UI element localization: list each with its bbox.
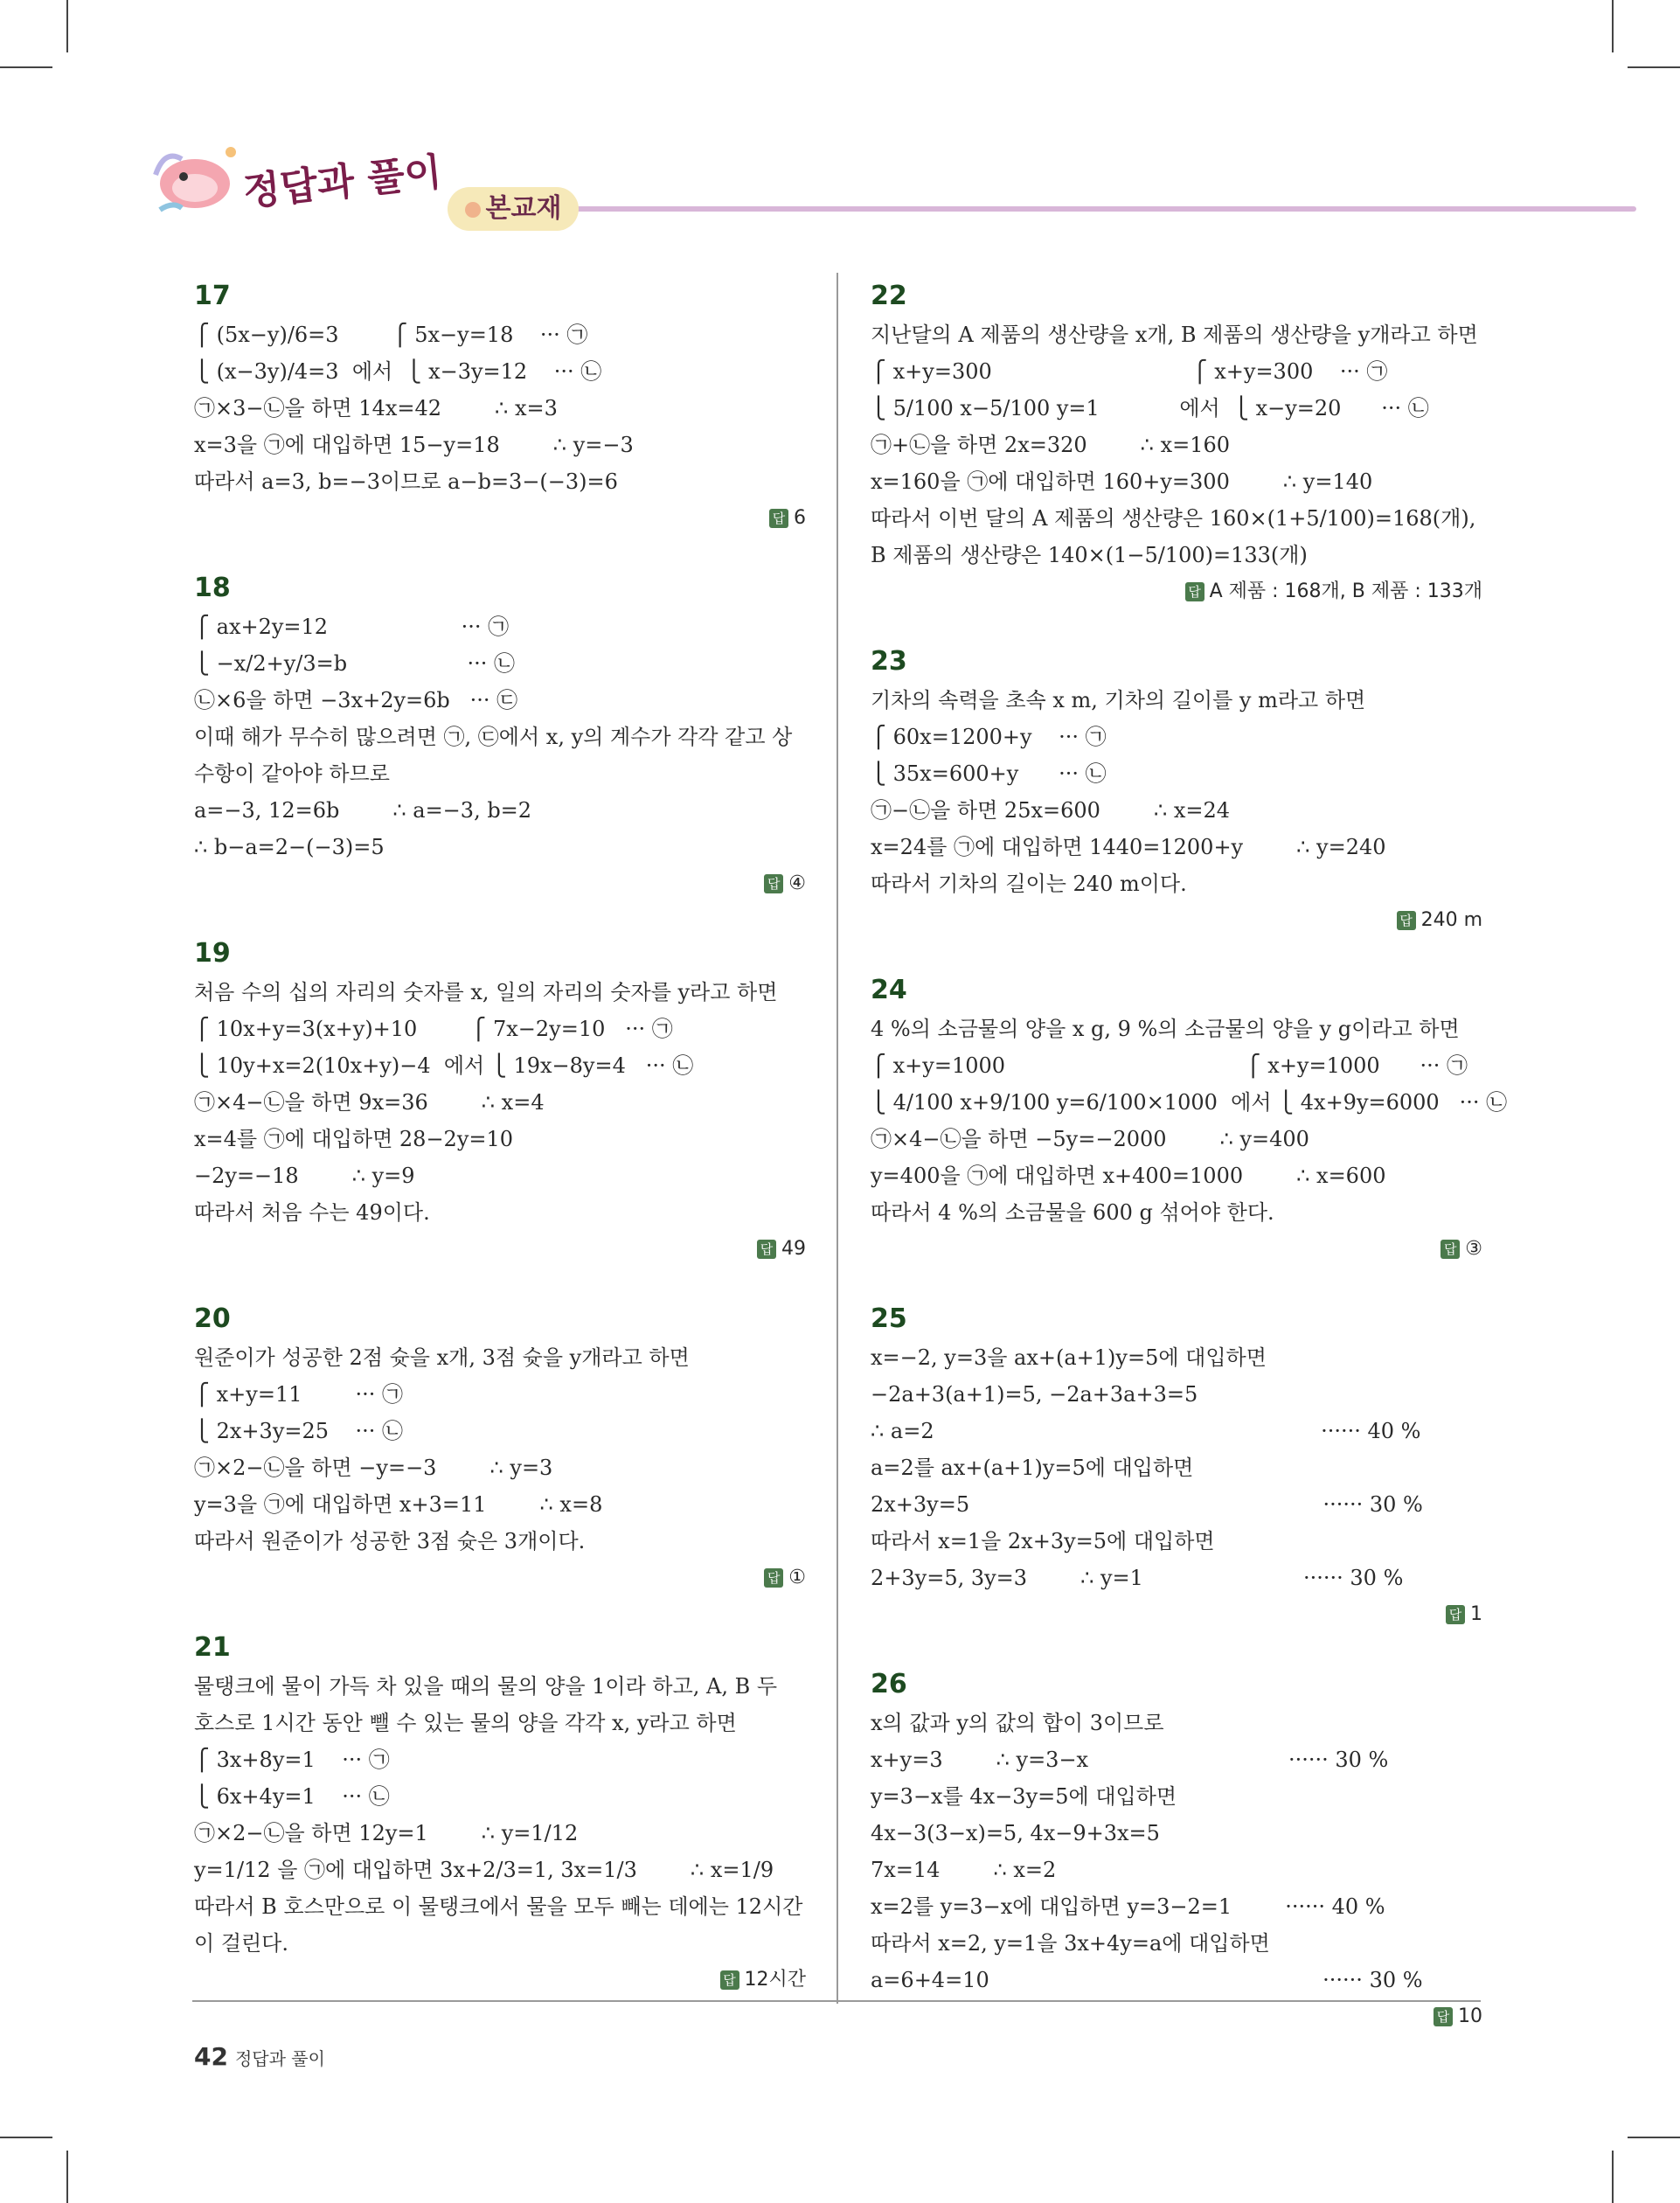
solution-line: ⎩ 6x+4y=1 ··· ㉡ bbox=[194, 1784, 390, 1809]
answer-line bbox=[871, 902, 1482, 939]
solution-line: ㉠+㉡을 하면 2x=320 ∴ x=160 bbox=[871, 433, 1231, 457]
solution-line: 2+3y=5, 3y=3 ∴ y=1 ······ 30 % bbox=[871, 1566, 1404, 1590]
solution-line: x=2를 y=3−x에 대입하면 y=3−2=1 ······ 40 % bbox=[871, 1894, 1385, 1919]
solution-line: 2x+3y=5 ······ 30 % bbox=[871, 1492, 1423, 1517]
solution-line: 원준이가 성공한 2점 슛을 x개, 3점 슛을 y개라고 하면 bbox=[194, 1345, 690, 1370]
solution-line: 4 %의 소금물의 양을 x g, 9 %의 소금물의 양을 y g이라고 하면 bbox=[871, 1017, 1460, 1041]
answer-line bbox=[194, 1560, 806, 1596]
solution-line: 따라서 기차의 길이는 240 m이다. bbox=[871, 872, 1187, 896]
problem-number: 25 bbox=[871, 1303, 907, 1334]
solution-line: ⎧ 10x+y=3(x+y)+10 ⎧ 7x−2y=10 ··· ㉠ bbox=[194, 1017, 673, 1041]
answer-line bbox=[194, 1231, 806, 1268]
answer-line bbox=[194, 1962, 806, 1998]
crop-mark bbox=[0, 2137, 52, 2138]
solution-line: ⎧ x+y=1000 ⎧ x+y=1000 ··· ㉠ bbox=[871, 1053, 1468, 1078]
answer-line bbox=[194, 865, 806, 902]
mascot-icon bbox=[147, 140, 243, 219]
solution-line: y=1/12 을 ㉠에 대입하면 3x+2/3=1, 3x=1/3 ∴ x=1/9 bbox=[194, 1858, 774, 1882]
solution-line: x=24를 ㉠에 대입하면 1440=1200+y ∴ y=240 bbox=[871, 835, 1386, 859]
solution-line: x=160을 ㉠에 대입하면 160+y=300 ∴ y=140 bbox=[871, 469, 1373, 494]
solution-line: ㉠−㉡을 하면 25x=600 ∴ x=24 bbox=[871, 798, 1231, 823]
answer-value: 12시간 bbox=[744, 1969, 806, 1991]
header-title: 정답과 풀이 bbox=[240, 149, 444, 215]
solution-line: ㉠×4−㉡을 하면 9x=36 ∴ x=4 bbox=[194, 1090, 545, 1115]
solution-line: ∴ a=2 ······ 40 % bbox=[871, 1419, 1421, 1443]
problem-number: 17 bbox=[194, 281, 231, 311]
solution-line: 물탱크에 물이 가득 차 있을 때의 물의 양을 1이라 하고, A, B 두 bbox=[194, 1674, 778, 1699]
solution-line: ⎩ 2x+3y=25 ··· ㉡ bbox=[194, 1419, 404, 1443]
left-column bbox=[194, 276, 806, 2030]
problem-21 bbox=[194, 1628, 806, 1998]
problem-17 bbox=[194, 276, 806, 537]
solution-line: ⎩ 4/100 x+9/100 y=6/100×1000 에서 ⎩ 4x+9y=6000 ··· ㉡ bbox=[871, 1090, 1508, 1115]
solution-line: 기차의 속력을 초속 x m, 기차의 길이를 y m라고 하면 bbox=[871, 688, 1366, 712]
answer-value: ③ bbox=[1465, 1238, 1482, 1260]
solution-line: 따라서 처음 수는 49이다. bbox=[194, 1200, 430, 1225]
solution-line: x의 값과 y의 값의 합이 3이므로 bbox=[871, 1711, 1164, 1735]
answer-mark-icon: 답 bbox=[720, 1970, 739, 1990]
answer-mark-icon: 답 bbox=[1185, 582, 1204, 601]
page-footer bbox=[194, 2042, 325, 2071]
solution-line: a=6+4=10 ······ 30 % bbox=[871, 1968, 1423, 1992]
answer-value: ④ bbox=[788, 872, 806, 894]
solution-line: y=3−x를 4x−3y=5에 대입하면 bbox=[871, 1784, 1177, 1809]
problem-number: 21 bbox=[194, 1632, 231, 1663]
solution-line: 7x=14 ∴ x=2 bbox=[871, 1858, 1057, 1882]
solution-line: ∴ b−a=2−(−3)=5 bbox=[194, 835, 385, 859]
column-divider bbox=[837, 273, 838, 2004]
solution-line: −2a+3(a+1)=5, −2a+3a+3=5 bbox=[871, 1382, 1198, 1407]
answer-value: 6 bbox=[794, 507, 806, 529]
solution-line: 호스로 1시간 동안 뺄 수 있는 물의 양을 각각 x, y라고 하면 bbox=[194, 1711, 737, 1735]
problem-number: 18 bbox=[194, 573, 231, 603]
crop-mark bbox=[1612, 0, 1614, 52]
solution-line: 따라서 a=3, b=−3이므로 a−b=3−(−3)=6 bbox=[194, 469, 618, 494]
solution-line: y=400을 ㉠에 대입하면 x+400=1000 ∴ x=600 bbox=[871, 1164, 1386, 1188]
solution-line: ⎩ 5/100 x−5/100 y=1 에서 ⎩ x−y=20 ··· ㉡ bbox=[871, 396, 1429, 420]
problem-22 bbox=[871, 276, 1482, 610]
problem-18 bbox=[194, 568, 806, 902]
answer-mark-icon: 답 bbox=[757, 1240, 776, 1259]
header-badge-label: 본교재 bbox=[485, 193, 562, 224]
solution-line: ㉠×3−㉡을 하면 14x=42 ∴ x=3 bbox=[194, 396, 558, 420]
solution-line: ⎧ (5x−y)/6=3 ⎧ 5x−y=18 ··· ㉠ bbox=[194, 323, 588, 347]
answer-mark-icon: 답 bbox=[764, 874, 783, 893]
problem-24 bbox=[871, 970, 1508, 1268]
solution-line: ⎩ −x/2+y/3=b ··· ㉡ bbox=[194, 651, 515, 676]
problem-number: 22 bbox=[871, 281, 907, 311]
solution-line: 따라서 B 호스만으로 이 물탱크에서 물을 모두 빼는 데에는 12시간 bbox=[194, 1894, 803, 1919]
solution-line: ⎧ ax+2y=12 ··· ㉠ bbox=[194, 615, 510, 639]
solution-line: ㉠×2−㉡을 하면 12y=1 ∴ y=1/12 bbox=[194, 1821, 579, 1845]
solution-line: ㉠×4−㉡을 하면 −5y=−2000 ∴ y=400 bbox=[871, 1127, 1309, 1151]
right-column bbox=[871, 276, 1508, 2067]
solution-line: ⎧ x+y=300 ⎧ x+y=300 ··· ㉠ bbox=[871, 359, 1388, 384]
solution-line: 처음 수의 십의 자리의 숫자를 x, 일의 자리의 숫자를 y라고 하면 bbox=[194, 980, 778, 1004]
page-number: 42 bbox=[194, 2042, 228, 2071]
solution-line: B 제품의 생산량은 140×(1−5/100)=133(개) bbox=[871, 543, 1308, 567]
answer-value: 1 bbox=[1470, 1603, 1482, 1625]
solution-line: x=4를 ㉠에 대입하면 28−2y=10 bbox=[194, 1127, 514, 1151]
crop-mark bbox=[1628, 66, 1680, 68]
solution-line: 따라서 원준이가 성공한 3점 슛은 3개이다. bbox=[194, 1529, 586, 1553]
badge-dot-icon bbox=[465, 202, 481, 218]
problem-25 bbox=[871, 1299, 1482, 1633]
solution-line: ⎩ 10y+x=2(10x+y)−4 에서 ⎩ 19x−8y=4 ··· ㉡ bbox=[194, 1053, 694, 1078]
solution-line: ⎧ 3x+8y=1 ··· ㉠ bbox=[194, 1748, 390, 1772]
answer-line bbox=[194, 500, 806, 537]
answer-value: 49 bbox=[781, 1238, 806, 1260]
solution-line: 따라서 x=2, y=1을 3x+4y=a에 대입하면 bbox=[871, 1931, 1270, 1956]
solution-line: ⎩ 35x=600+y ··· ㉡ bbox=[871, 761, 1107, 786]
answer-value: ① bbox=[788, 1567, 806, 1588]
solution-line: 따라서 4 %의 소금물을 600 g 섞어야 한다. bbox=[871, 1200, 1274, 1225]
problem-20 bbox=[194, 1299, 806, 1596]
answer-value: A 제품 : 168개, B 제품 : 133개 bbox=[1209, 580, 1482, 602]
solution-line: ㉡×6을 하면 −3x+2y=6b ··· ㉢ bbox=[194, 688, 518, 712]
header-divider bbox=[489, 206, 1636, 212]
answer-line bbox=[871, 1998, 1482, 2035]
solution-line: x=−2, y=3을 ax+(a+1)y=5에 대입하면 bbox=[871, 1345, 1267, 1370]
solution-line: 이 걸린다. bbox=[194, 1931, 288, 1956]
problem-number: 20 bbox=[194, 1303, 231, 1334]
crop-mark bbox=[1612, 2151, 1614, 2203]
solution-line: 이때 해가 무수히 많으려면 ㉠, ㉢에서 x, y의 계수가 각각 같고 상 bbox=[194, 725, 793, 749]
solution-line: x+y=3 ∴ y=3−x ······ 30 % bbox=[871, 1748, 1389, 1772]
solution-line: 따라서 이번 달의 A 제품의 생산량은 160×(1+5/100)=168(개), bbox=[871, 506, 1476, 531]
solution-line: a=2를 ax+(a+1)y=5에 대입하면 bbox=[871, 1456, 1194, 1480]
solution-line: ㉠×2−㉡을 하면 −y=−3 ∴ y=3 bbox=[194, 1456, 553, 1480]
solution-line: a=−3, 12=6b ∴ a=−3, b=2 bbox=[194, 798, 532, 823]
crop-mark bbox=[1628, 2137, 1680, 2138]
problem-number: 23 bbox=[871, 646, 907, 677]
problem-number: 24 bbox=[871, 975, 907, 1005]
answer-mark-icon: 답 bbox=[1446, 1605, 1465, 1624]
answer-value: 240 m bbox=[1420, 909, 1482, 931]
problem-26 bbox=[871, 1664, 1482, 2035]
header-badge bbox=[448, 187, 579, 231]
solution-line: y=3을 ㉠에 대입하면 x+3=11 ∴ x=8 bbox=[194, 1492, 603, 1517]
solution-line: 따라서 x=1을 2x+3y=5에 대입하면 bbox=[871, 1529, 1215, 1553]
footer-label: 정답과 풀이 bbox=[234, 2048, 325, 2069]
answer-value: 10 bbox=[1458, 2005, 1482, 2027]
solution-line: ⎩ (x−3y)/4=3 에서 ⎩ x−3y=12 ··· ㉡ bbox=[194, 359, 602, 384]
answer-line bbox=[871, 1231, 1482, 1268]
problem-number: 26 bbox=[871, 1669, 907, 1699]
problem-number: 19 bbox=[194, 938, 231, 969]
solution-line: ⎧ x+y=11 ··· ㉠ bbox=[194, 1382, 404, 1407]
crop-mark bbox=[0, 66, 52, 68]
answer-mark-icon: 답 bbox=[764, 1568, 783, 1588]
solution-line: ⎧ 60x=1200+y ··· ㉠ bbox=[871, 725, 1107, 749]
problem-23 bbox=[871, 642, 1482, 939]
solution-line: 4x−3(3−x)=5, 4x−9+3x=5 bbox=[871, 1821, 1160, 1845]
problem-19 bbox=[194, 934, 806, 1268]
answer-mark-icon: 답 bbox=[1434, 2007, 1453, 2026]
answer-line bbox=[871, 1596, 1482, 1633]
answer-mark-icon: 답 bbox=[1397, 911, 1416, 930]
solution-line: 지난달의 A 제품의 생산량을 x개, B 제품의 생산량을 y개라고 하면 bbox=[871, 323, 1478, 347]
crop-mark bbox=[66, 2151, 68, 2203]
answer-mark-icon: 답 bbox=[769, 509, 788, 528]
solution-line: −2y=−18 ∴ y=9 bbox=[194, 1164, 415, 1188]
answer-line bbox=[871, 573, 1482, 610]
answer-mark-icon: 답 bbox=[1440, 1240, 1460, 1259]
solution-line: x=3을 ㉠에 대입하면 15−y=18 ∴ y=−3 bbox=[194, 433, 634, 457]
solution-line: 수항이 같아야 하므로 bbox=[194, 761, 390, 786]
crop-mark bbox=[66, 0, 68, 52]
